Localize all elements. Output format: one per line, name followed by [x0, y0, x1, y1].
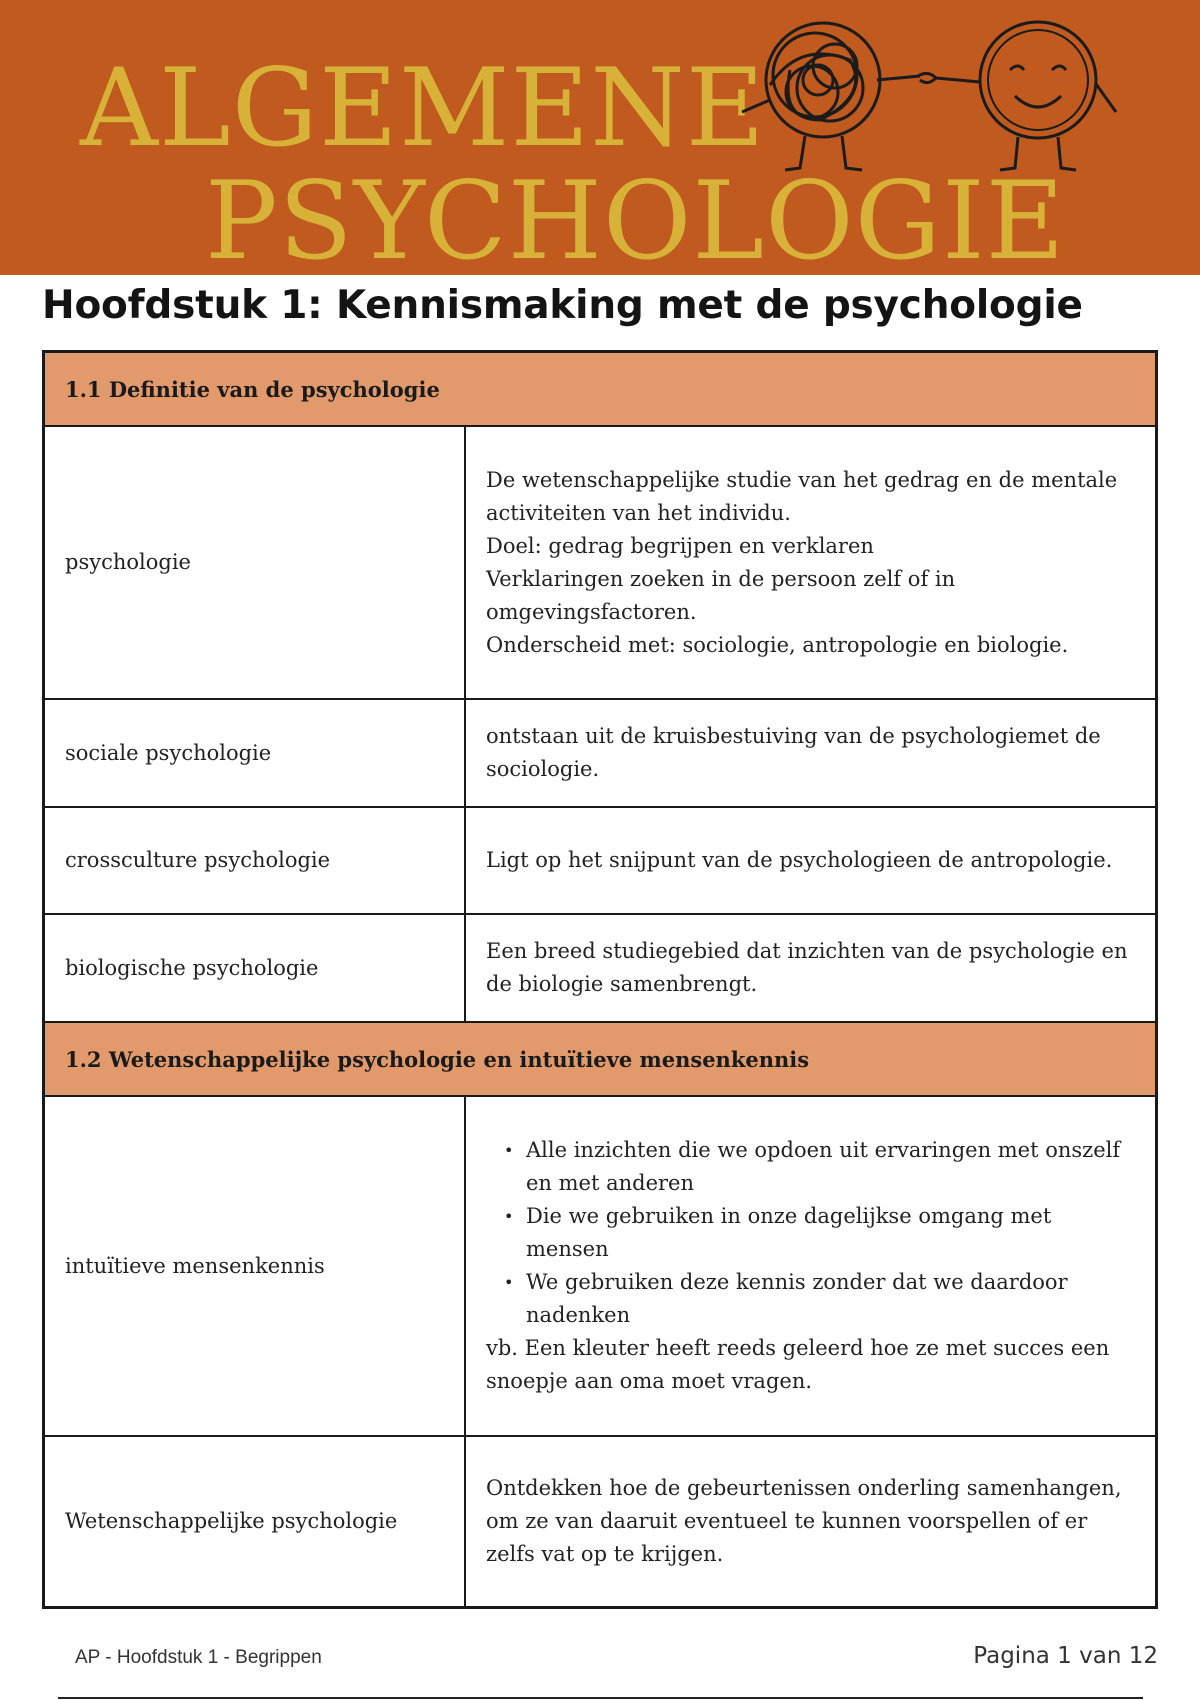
list-item: • We gebruiken deze kennis zonder dat we daardoor nadenken [526, 1266, 1135, 1332]
section-header-row [44, 352, 1157, 427]
banner-title-line2: PSYCHOLOGIE [205, 159, 1066, 275]
term-cell: crossculture psychologie [44, 807, 466, 914]
term-cell: biologische psychologie [44, 914, 466, 1022]
smiley-character-icon [918, 22, 1116, 170]
scribble-character-icon [742, 23, 920, 170]
table-row [44, 699, 1157, 807]
page-number: Pagina 1 van 12 [973, 1643, 1158, 1669]
definition-cell [465, 1096, 1157, 1436]
term-cell: sociale psychologie [44, 699, 466, 807]
footer-doc-label: AP - Hoofdstuk 1 - Begrippen [75, 1647, 322, 1668]
bullet-list [486, 1134, 1135, 1332]
example-text: vb. Een kleuter heeft reeds geleerd hoe ze met succes een snoepje aan oma moet vragen. [486, 1336, 1110, 1393]
table-row [44, 807, 1157, 914]
term-cell: psychologie [44, 426, 466, 699]
definition-line: Onderscheid met: sociologie, antropologie en biologie. [486, 632, 1069, 657]
table-row [44, 1436, 1157, 1607]
term-cell: intuïtieve mensenkennis [44, 1096, 466, 1436]
definition-line: Doel: gedrag begrijpen en verklaren [486, 533, 874, 558]
table-row [44, 914, 1157, 1022]
definition-cell [465, 426, 1157, 699]
term-cell: Wetenschappelijke psychologie [44, 1436, 466, 1607]
header-banner [0, 0, 1200, 275]
footer-divider [58, 1697, 1143, 1699]
definition-cell: ontstaan uit de kruisbestuiving van de psychologiemet de sociologie. [465, 699, 1157, 807]
terms-table [42, 350, 1158, 1609]
section-title: 1.2 Wetenschappelijke psychologie en intuïtieve mensenkennis [44, 1022, 1157, 1096]
definition-line: Verklaringen zoeken in de persoon zelf of in omgevingsfactoren. [486, 566, 956, 624]
banner-art [0, 0, 1200, 275]
banner-title-line1: ALGEMENE [80, 46, 766, 171]
definition-line: De wetenschappelijke studie van het gedrag en de mentale activiteiten van het individu. [486, 467, 1118, 525]
section-title: 1.1 Definitie van de psychologie [44, 352, 1157, 427]
table-row [44, 1096, 1157, 1436]
definition-cell: Ligt op het snijpunt van de psychologieen de antropologie. [465, 807, 1157, 914]
page-title: Hoofdstuk 1: Kennismaking met de psychologie [42, 283, 1083, 328]
list-item: • Alle inzichten die we opdoen uit ervaringen met onszelf en met anderen [526, 1134, 1135, 1200]
definition-cell: Ontdekken hoe de gebeurtenissen onderling samenhangen, om ze van daaruit eventueel te kunnen voorspellen of er zelfs vat op te krijgen. [465, 1436, 1157, 1607]
section-header-row [44, 1022, 1157, 1096]
table-row [44, 426, 1157, 699]
definition-cell: Een breed studiegebied dat inzichten van de psychologie en de biologie samenbrengt. [465, 914, 1157, 1022]
list-item: • Die we gebruiken in onze dagelijkse omgang met mensen [526, 1200, 1135, 1266]
